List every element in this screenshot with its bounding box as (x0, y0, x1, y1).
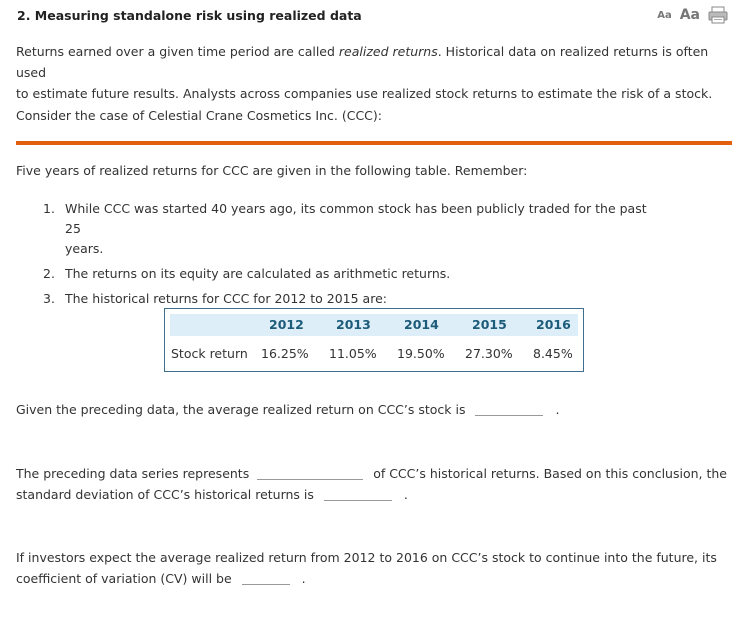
table-intro-text: Five years of realized returns for CCC are given in the following table. Remember: (16, 163, 528, 178)
question-cv: If investors expect the average realized return from 2012 to 2016 on CCC’s stock to continue into the future, its coefficient of variation (CV) will be . (16, 550, 717, 586)
font-size-large-button[interactable]: Aa (679, 7, 700, 23)
question-data-series: The preceding data series represents of CCC’s historical returns. Based on this conclusion, the standard deviation of CCC’s historical returns is . (16, 466, 727, 502)
returns-table (164, 308, 584, 372)
return-value: 8.45% (533, 346, 573, 361)
list-item: 2. The returns on its equity are calculated as arithmetic returns. (43, 266, 451, 281)
font-size-small-button[interactable]: Aa (657, 9, 672, 21)
average-return-blank[interactable] (475, 401, 543, 416)
return-value: 16.25% (261, 346, 309, 361)
data-series-blank[interactable] (257, 465, 363, 480)
return-value: 11.05% (329, 346, 377, 361)
year-header: 2012 (269, 317, 304, 332)
page-title: 2. Measuring standalone risk using realized data (17, 8, 362, 23)
table-header-row (170, 314, 578, 336)
section-divider (16, 141, 732, 145)
case-text: Consider the case of Celestial Crane Cosmetics Inc. (CCC): (16, 108, 382, 123)
cv-blank[interactable] (242, 570, 290, 585)
toolbar (657, 6, 728, 24)
row-label: Stock return (171, 346, 248, 361)
year-header: 2016 (536, 317, 571, 332)
print-icon[interactable] (708, 6, 728, 24)
return-value: 19.50% (397, 346, 445, 361)
std-dev-blank[interactable] (324, 486, 392, 501)
year-header: 2014 (404, 317, 439, 332)
realized-returns-term: realized returns (338, 44, 438, 59)
year-header: 2013 (336, 317, 371, 332)
return-value: 27.30% (465, 346, 513, 361)
intro-paragraph: Returns earned over a given time period are called realized returns. Historical data on realized returns is often used to estimate future results. Analysts across companies use realized stock returns to estimate the risk of a stock. (16, 44, 713, 101)
list-item: 1. While CCC was started 40 years ago, its common stock has been publicly traded for the past 25 years. (43, 201, 647, 256)
list-item: 3. The historical returns for CCC for 2012 to 2015 are: (43, 291, 387, 306)
year-header: 2015 (472, 317, 507, 332)
remember-list (16, 199, 666, 314)
question-average-return: Given the preceding data, the average realized return on CCC’s stock is . (16, 402, 560, 417)
